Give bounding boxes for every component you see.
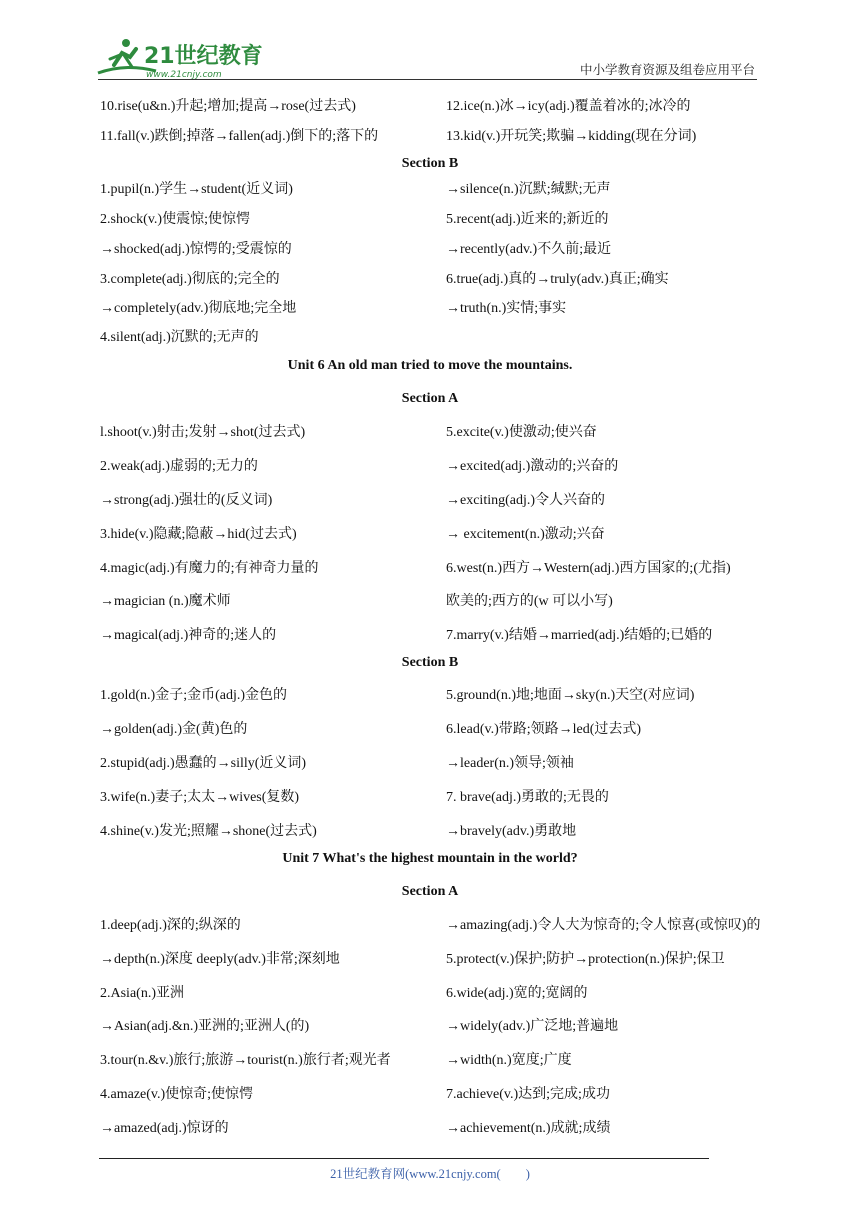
vocab-row [0, 1017, 860, 1037]
vocab-entry-right: →leader(n.)领导;领袖 [446, 756, 574, 771]
vocab-entry-right: 6.lead(v.)带路;领路→led(过去式) [446, 722, 642, 737]
vocab-row [0, 754, 860, 774]
vocab-row [0, 950, 860, 970]
vocab-entry-right: 7.marry(v.)结婚→married(adj.)结婚的;已婚的 [446, 628, 713, 643]
vocab-row [0, 822, 860, 842]
platform-title: 中小学教育资源及组卷应用平台 [579, 63, 755, 77]
vocab-entry-left: →depth(n.)深度 deeply(adv.)非常;深刻地 [100, 952, 340, 967]
vocab-row [0, 788, 860, 808]
header-divider [98, 79, 757, 80]
vocab-entry-left: →magical(adj.)神奇的;迷人的 [100, 628, 277, 643]
vocab-entry-right: 7. brave(adj.)勇敢的;无畏的 [446, 790, 609, 805]
vocab-row [0, 457, 860, 477]
vocab-row [0, 491, 860, 511]
vocab-entry-left: 2.shock(v.)使震惊;使惊愕 [100, 212, 250, 227]
vocab-entry-right: 5.ground(n.)地;地面→sky(n.)天空(对应词) [446, 688, 695, 703]
logo-text: 21世纪教育 [144, 44, 263, 69]
vocab-row [0, 592, 860, 612]
vocab-entry-right: 6.wide(adj.)宽的;宽阔的 [446, 986, 588, 1001]
vocab-entry-right: →silence(n.)沉默;缄默;无声 [446, 182, 611, 197]
vocab-row [0, 180, 860, 200]
vocab-entry-left: 4.shine(v.)发光;照耀→shone(过去式) [100, 824, 317, 839]
vocab-entry-left: l.shoot(v.)射击;发射→shot(过去式) [100, 425, 306, 440]
vocab-entry-right: →exciting(adj.)令人兴奋的 [446, 493, 606, 508]
footer-divider [99, 1158, 709, 1159]
vocab-entry-left: →completely(adv.)彻底地;完全地 [100, 301, 297, 316]
section-heading: Section B [401, 655, 459, 670]
logo-url: www.21cnjy.com [146, 70, 222, 80]
vocab-entry-left: →golden(adj.)金(黄)色的 [100, 722, 248, 737]
vocab-entry-right: 6.true(adj.)真的→truly(adv.)真正;确实 [446, 272, 669, 287]
vocab-entry-left: 11.fall(v.)跌倒;掉落→fallen(adj.)倒下的;落下的 [100, 129, 379, 144]
vocab-entry-left: →magician (n.)魔术师 [100, 594, 231, 609]
vocab-row [0, 626, 860, 646]
vocab-entry-left: →amazed(adj.)惊讶的 [100, 1121, 229, 1136]
vocab-row [0, 720, 860, 740]
vocab-row [0, 686, 860, 706]
vocab-entry-right: 6.west(n.)西方→Western(adj.)西方国家的;(尤指) [446, 561, 731, 576]
vocab-entry-right: 欧美的;西方的(w 可以小写) [446, 594, 613, 609]
vocab-entry-right: →widely(adv.)广泛地;普遍地 [446, 1019, 619, 1034]
vocab-entry-left: 2.stupid(adj.)愚蠢的→silly(近义词) [100, 756, 307, 771]
footer-text: 21世纪教育网(www.21cnjy.com( ) [330, 1167, 530, 1181]
vocab-row [0, 270, 860, 290]
vocab-entry-right: →width(n.)宽度;广度 [446, 1053, 572, 1068]
vocab-row [0, 525, 860, 545]
vocab-entry-left: 3.complete(adj.)彻底的;完全的 [100, 272, 280, 287]
vocab-row [0, 1085, 860, 1105]
vocab-row [0, 127, 860, 147]
section-heading: Unit 6 An old man tried to move the mountains. [287, 358, 573, 373]
vocab-entry-left: →Asian(adj.&n.)亚洲的;亚洲人(的) [100, 1019, 310, 1034]
vocab-entry-right: →recently(adv.)不久前;最近 [446, 242, 612, 257]
vocab-entry-right: →excited(adj.)激动的;兴奋的 [446, 459, 619, 474]
vocab-entry-left: 10.rise(u&n.)升起;增加;提高→rose(过去式) [100, 99, 356, 114]
vocab-entry-left: 4.silent(adj.)沉默的;无声的 [100, 330, 259, 345]
vocab-entry-right: → excitement(n.)激动;兴奋 [446, 527, 605, 542]
vocab-row [0, 916, 860, 936]
vocab-row [0, 299, 860, 319]
vocab-entry-left: 3.hide(v.)隐藏;隐蔽→hid(过去式) [100, 527, 297, 542]
vocab-entry-left: 2.weak(adj.)虚弱的;无力的 [100, 459, 258, 474]
vocab-entry-right: 13.kid(v.)开玩笑;欺骗→kidding(现在分词) [446, 129, 697, 144]
vocab-entry-left: 2.Asia(n.)亚洲 [100, 986, 184, 1001]
vocab-row [0, 1051, 860, 1071]
logo [96, 33, 266, 81]
vocab-entry-left: 3.tour(n.&v.)旅行;旅游→tourist(n.)旅行者;观光者 [100, 1053, 391, 1068]
vocab-entry-left: →strong(adj.)强壮的(反义词) [100, 493, 273, 508]
vocab-row [0, 210, 860, 230]
vocab-entry-right: →achievement(n.)成就;成绩 [446, 1121, 611, 1136]
vocab-row [0, 984, 860, 1004]
vocab-entry-right: →truth(n.)实情;事实 [446, 301, 567, 316]
section-heading: Unit 7 What's the highest mountain in the world? [282, 851, 578, 866]
vocab-row [0, 559, 860, 579]
vocab-entry-left: 3.wife(n.)妻子;太太→wives(复数) [100, 790, 300, 805]
vocab-entry-right: 7.achieve(v.)达到;完成;成功 [446, 1087, 610, 1102]
vocab-row [0, 328, 860, 348]
vocab-entry-right: 5.protect(v.)保护;防护→protection(n.)保护;保卫 [446, 952, 725, 967]
vocab-row [0, 1119, 860, 1139]
vocab-row [0, 423, 860, 443]
vocab-entry-left: 1.pupil(n.)学生→student(近义词) [100, 182, 293, 197]
vocab-entry-right: →amazing(adj.)令人大为惊奇的;令人惊喜(或惊叹)的 [446, 918, 761, 933]
vocab-entry-right: →bravely(adv.)勇敢地 [446, 824, 577, 839]
section-heading: Section A [401, 884, 459, 899]
vocab-entry-left: 4.magic(adj.)有魔力的;有神奇力量的 [100, 561, 319, 576]
vocab-entry-left: →shocked(adj.)惊愕的;受震惊的 [100, 242, 292, 257]
vocab-entry-left: 1.deep(adj.)深的;纵深的 [100, 918, 241, 933]
vocab-entry-right: 5.excite(v.)使激动;使兴奋 [446, 425, 597, 440]
section-heading: Section B [401, 156, 459, 171]
section-heading: Section A [401, 391, 459, 406]
vocab-row [0, 97, 860, 117]
vocab-entry-left: 4.amaze(v.)使惊奇;使惊愕 [100, 1087, 254, 1102]
vocab-entry-right: 12.ice(n.)冰→icy(adj.)覆盖着冰的;冰冷的 [446, 99, 691, 114]
vocab-entry-left: 1.gold(n.)金子;金币(adj.)金色的 [100, 688, 288, 703]
vocab-row [0, 240, 860, 260]
vocab-entry-right: 5.recent(adj.)近来的;新近的 [446, 212, 609, 227]
